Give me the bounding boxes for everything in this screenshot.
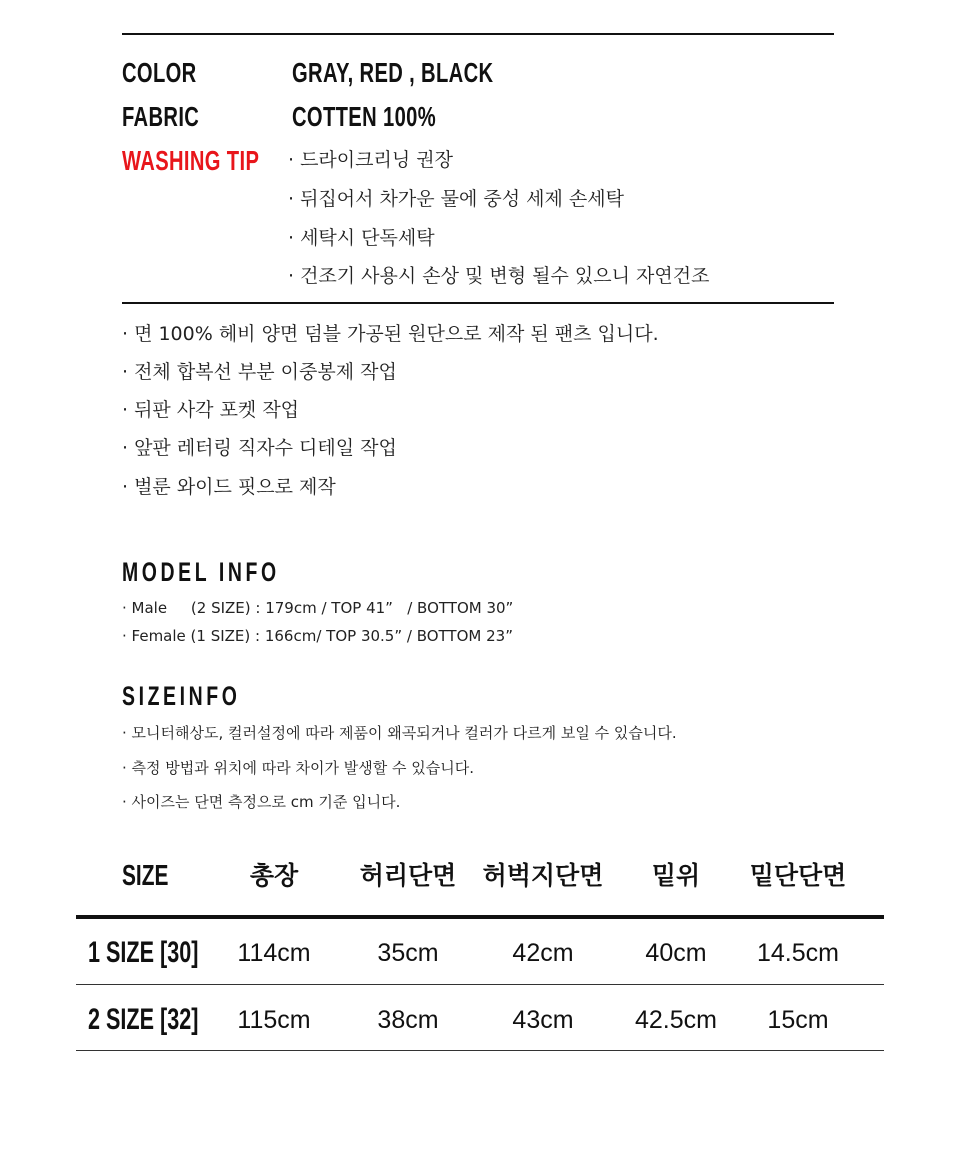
size-info-note: · 사이즈는 단면 측정으로 cm 기준 입니다. bbox=[122, 793, 401, 811]
size-info-note: · 모니터해상도, 컬러설정에 따라 제품이 왜곡되거나 컬러가 다르게 보일 수 있습니다. bbox=[122, 724, 677, 742]
model-info-title bbox=[122, 556, 341, 588]
table-cell: 114cm bbox=[237, 939, 311, 967]
feature-item: · 뒤판 사각 포켓 작업 bbox=[122, 399, 300, 421]
table-cell-size-text: 2 SIZE [32] bbox=[88, 1003, 199, 1036]
size-info-note: · 측정 방법과 위치에 따라 차이가 발생할 수 있습니다. bbox=[122, 759, 474, 777]
spec-divider bbox=[122, 302, 834, 304]
fabric-row bbox=[122, 99, 834, 135]
feature-item: · 벌룬 와이드 핏으로 제작 bbox=[122, 476, 336, 498]
table-cell-size bbox=[88, 919, 228, 988]
table-header-size-text: SIZE bbox=[122, 860, 169, 892]
table-cell: 35cm bbox=[377, 939, 439, 967]
fabric-label: FABRIC bbox=[122, 101, 200, 132]
washing-row bbox=[122, 143, 834, 179]
feature-item: · 앞판 레터링 직자수 디테일 작업 bbox=[122, 437, 397, 459]
model-info-title-text: MODEL INFO bbox=[122, 557, 280, 587]
size-info-title bbox=[122, 680, 287, 712]
table-cell: 43cm bbox=[512, 1006, 574, 1034]
table-cell: 42cm bbox=[512, 939, 574, 967]
table-header-size bbox=[122, 848, 232, 905]
table-cell: 115cm bbox=[237, 1006, 311, 1034]
washing-tip: · 건조기 사용시 손상 및 변형 될수 있으니 자연건조 bbox=[288, 265, 710, 287]
color-label: COLOR bbox=[122, 57, 197, 88]
feature-item: · 면 100% 헤비 양면 덤블 가공된 원단으로 제작 된 팬츠 입니다. bbox=[122, 323, 659, 345]
top-divider bbox=[122, 33, 834, 35]
size-info-title-text: SIZEINFO bbox=[122, 681, 241, 711]
feature-item: · 전체 합복선 부분 이중봉제 작업 bbox=[122, 361, 397, 383]
table-cell: 15cm bbox=[767, 1006, 829, 1034]
washing-tip: · 뒤집어서 차가운 물에 중성 세제 손세탁 bbox=[288, 188, 624, 210]
fabric-value: COTTEN 100% bbox=[292, 101, 436, 132]
table-header-length: 총장 bbox=[249, 861, 299, 890]
model-info-line: · Male (2 SIZE) : 179cm / TOP 41” / BOTTOM 30” bbox=[122, 599, 514, 617]
color-row bbox=[122, 55, 834, 91]
table-header-waist: 허리단면 bbox=[359, 861, 457, 890]
table-header-thigh: 허벅지단면 bbox=[482, 861, 604, 890]
table-header-hem: 밑단단면 bbox=[749, 861, 847, 890]
washing-tip: · 드라이크리닝 권장 bbox=[288, 149, 453, 171]
table-cell: 38cm bbox=[377, 1006, 439, 1034]
table-bottom-divider bbox=[76, 1050, 884, 1051]
table-row-divider bbox=[76, 984, 884, 985]
washing-tip: · 세탁시 단독세탁 bbox=[288, 227, 435, 249]
color-value: GRAY, RED , BLACK bbox=[292, 57, 494, 88]
table-cell: 40cm bbox=[645, 939, 707, 967]
table-cell: 42.5cm bbox=[635, 1006, 717, 1034]
table-cell: 14.5cm bbox=[757, 939, 839, 967]
table-cell-size-text: 1 SIZE [30] bbox=[88, 936, 199, 969]
table-cell-size bbox=[88, 986, 228, 1055]
model-info-line: · Female (1 SIZE) : 166cm/ TOP 30.5” / BOTTOM 23” bbox=[122, 627, 513, 645]
table-header-rise: 밑위 bbox=[651, 861, 701, 890]
washing-label: WASHING TIP bbox=[122, 145, 260, 176]
